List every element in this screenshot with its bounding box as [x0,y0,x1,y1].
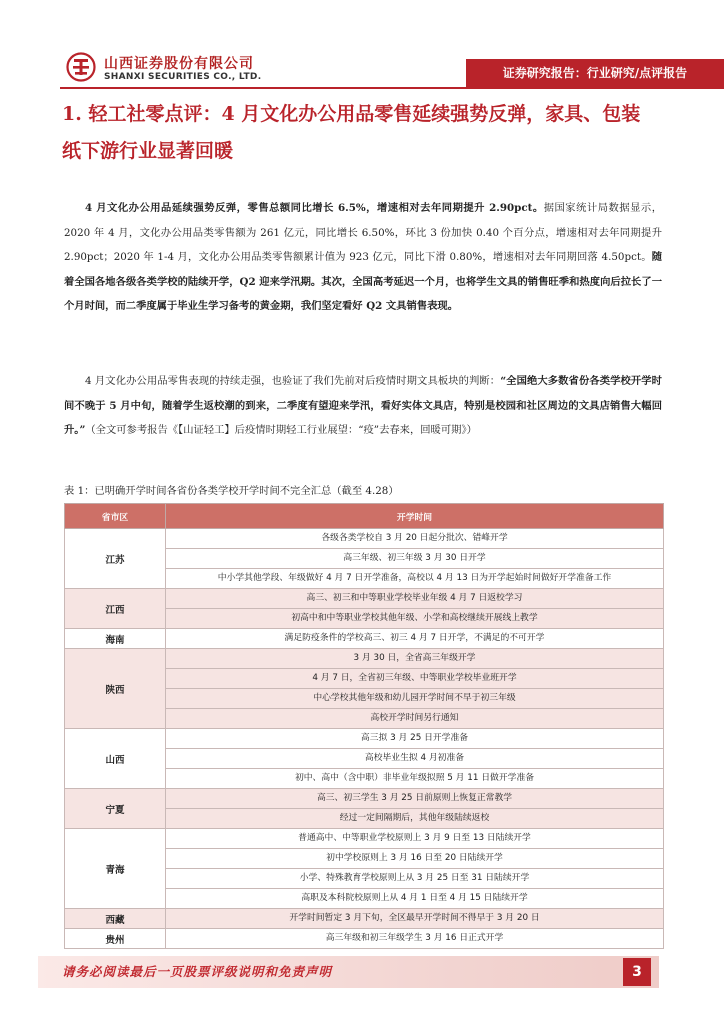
opening-time-cell: 3 月 30 日，全省高三年级开学 [166,649,664,669]
province-cell: 山西 [65,729,166,789]
opening-time-cell: 高三拟 3 月 25 日开学准备 [166,729,664,749]
page-number: 3 [623,958,651,986]
paragraph2-bold-quote: “全国绝大多数省份各类学校开学时间不晚于 5 月中旬，随着学生返校潮的到来，二季度有望迎来学汛，看好实体文具店，特别是校园和社区周边的文具店销售大幅回升。” [64,375,662,436]
paragraph-retail-analysis [64,196,662,319]
section-title [62,96,672,170]
paragraph1-stats: 据国家统计局数据显示，2020 年 4 月，文化办公用品类零售额为 261 亿元，同比增长 6.50%，环比 3 份加快 0.40 个百分点，增速相对去年同期提升 2.90pct；2020 年 1-4 月，文化办公用品类零售额累计值为 923 亿元，同比下滑 0.80%，增速相对去年同期回落 4.50pct。 [64,202,662,263]
table-row [65,789,664,809]
opening-time-cell: 高三年级和初三年级学生 3 月 16 日正式开学 [166,929,664,949]
opening-time-cell: 初中、高中（含中职）非毕业年级拟照 5 月 11 日做开学准备 [166,769,664,789]
province-cell: 青海 [65,829,166,909]
table-header-province: 省市区 [65,504,166,529]
table-caption: 表 1：已明确开学时间各省份各类学校开学时间不完全汇总（截至 4.28） [64,485,399,497]
opening-time-cell: 普通高中、中等职业学校原则上 3 月 9 日至 13 日陆续开学 [166,829,664,849]
table-row [65,589,664,609]
table-row [65,629,664,649]
province-cell: 陕西 [65,649,166,729]
table-row [65,729,664,749]
paragraph1-bold-outlook: 随着全国各地各级各类学校的陆续开学，Q2 迎来学汛期。其次，全国高考延迟一个月，也将学生文具的销售旺季和热度向后拉长了一个月时间，而二季度属于毕业生学习备考的黄金期，我们坚定看好 Q2 文具销售表现。 [64,251,662,312]
opening-time-cell: 高职及本科院校原则上从 4 月 1 日至 4 月 15 日陆续开学 [166,889,664,909]
province-cell: 西藏 [65,909,166,929]
paragraph-verification [64,369,662,443]
opening-time-cell: 中心学校其他年级和幼儿园开学时间不早于初三年级 [166,689,664,709]
province-cell: 江西 [65,589,166,629]
section-title-line2: 纸下游行业显著回暖 [62,140,234,162]
province-cell: 宁夏 [65,789,166,829]
opening-time-cell: 高三年级、初三年级 3 月 30 日开学 [166,549,664,569]
header-divider [60,87,724,89]
opening-time-cell: 高三、初三和中等职业学校毕业年级 4 月 7 日返校学习 [166,589,664,609]
province-cell: 贵州 [65,929,166,949]
table-row [65,529,664,549]
table-body [65,529,664,949]
shanxi-securities-logo-icon [66,52,96,82]
opening-time-cell: 初高中和中等职业学校其他年级、小学和高校继续开展线上教学 [166,609,664,629]
opening-time-cell: 4 月 7 日，全省初三年级、中等职业学校毕业班开学 [166,669,664,689]
table-row [65,829,664,849]
province-cell: 海南 [65,629,166,649]
company-name-en: SHANXI SECURITIES CO., LTD. [104,72,262,82]
table-row [65,909,664,929]
opening-time-cell: 中小学其他学段、年级做好 4 月 7 日开学准备，高校以 4 月 13 日为开学起始时间做好开学准备工作 [166,569,664,589]
table-header-opening-time: 开学时间 [166,504,664,529]
table-row [65,649,664,669]
footer-disclaimer: 请务必阅读最后一页股票评级说明和免责声明 [62,964,333,979]
paragraph2-lead: 4 月文化办公用品零售表现的持续走强，也验证了我们先前对后疫情时期文具板块的判断： [85,375,501,387]
opening-time-cell: 高三、初三学生 3 月 25 日前原则上恢复正常教学 [166,789,664,809]
company-name-cn: 山西证券股份有限公司 [104,56,254,72]
opening-time-cell: 初中学校原则上 3 月 16 日至 20 日陆续开学 [166,849,664,869]
opening-time-cell: 开学时间暂定 3 月下旬，全区最早开学时间不得早于 3 月 20 日 [166,909,664,929]
opening-time-cell: 经过一定间隔期后，其他年级陆续返校 [166,809,664,829]
paragraph1-bold-lead: 4 月文化办公用品延续强势反弹，零售总额同比增长 6.5%，增速相对去年同期提升 2.90pct。 [85,202,544,214]
section-title-line1: 1. 轻工社零点评：4 月文化办公用品零售延续强势反弹，家具、包装 [62,103,641,125]
school-opening-table [64,503,664,949]
opening-time-cell: 各级各类学校自 3 月 20 日起分批次、错峰开学 [166,529,664,549]
report-type-banner: 证券研究报告：行业研究/点评报告 [466,59,724,87]
province-cell: 江苏 [65,529,166,589]
table-row [65,929,664,949]
opening-time-cell: 小学、特殊教育学校原则上从 3 月 25 日至 31 日陆续开学 [166,869,664,889]
opening-time-cell: 高校开学时间另行通知 [166,709,664,729]
paragraph2-reference: （全文可参考报告《【山证轻工】后疫情时期轻工行业展望：“疫”去春来，回暖可期》） [85,424,477,436]
opening-time-cell: 满足防疫条件的学校高三、初三 4 月 7 日开学，不满足的不可开学 [166,629,664,649]
opening-time-cell: 高校毕业生拟 4 月初准备 [166,749,664,769]
page-header [0,0,724,90]
